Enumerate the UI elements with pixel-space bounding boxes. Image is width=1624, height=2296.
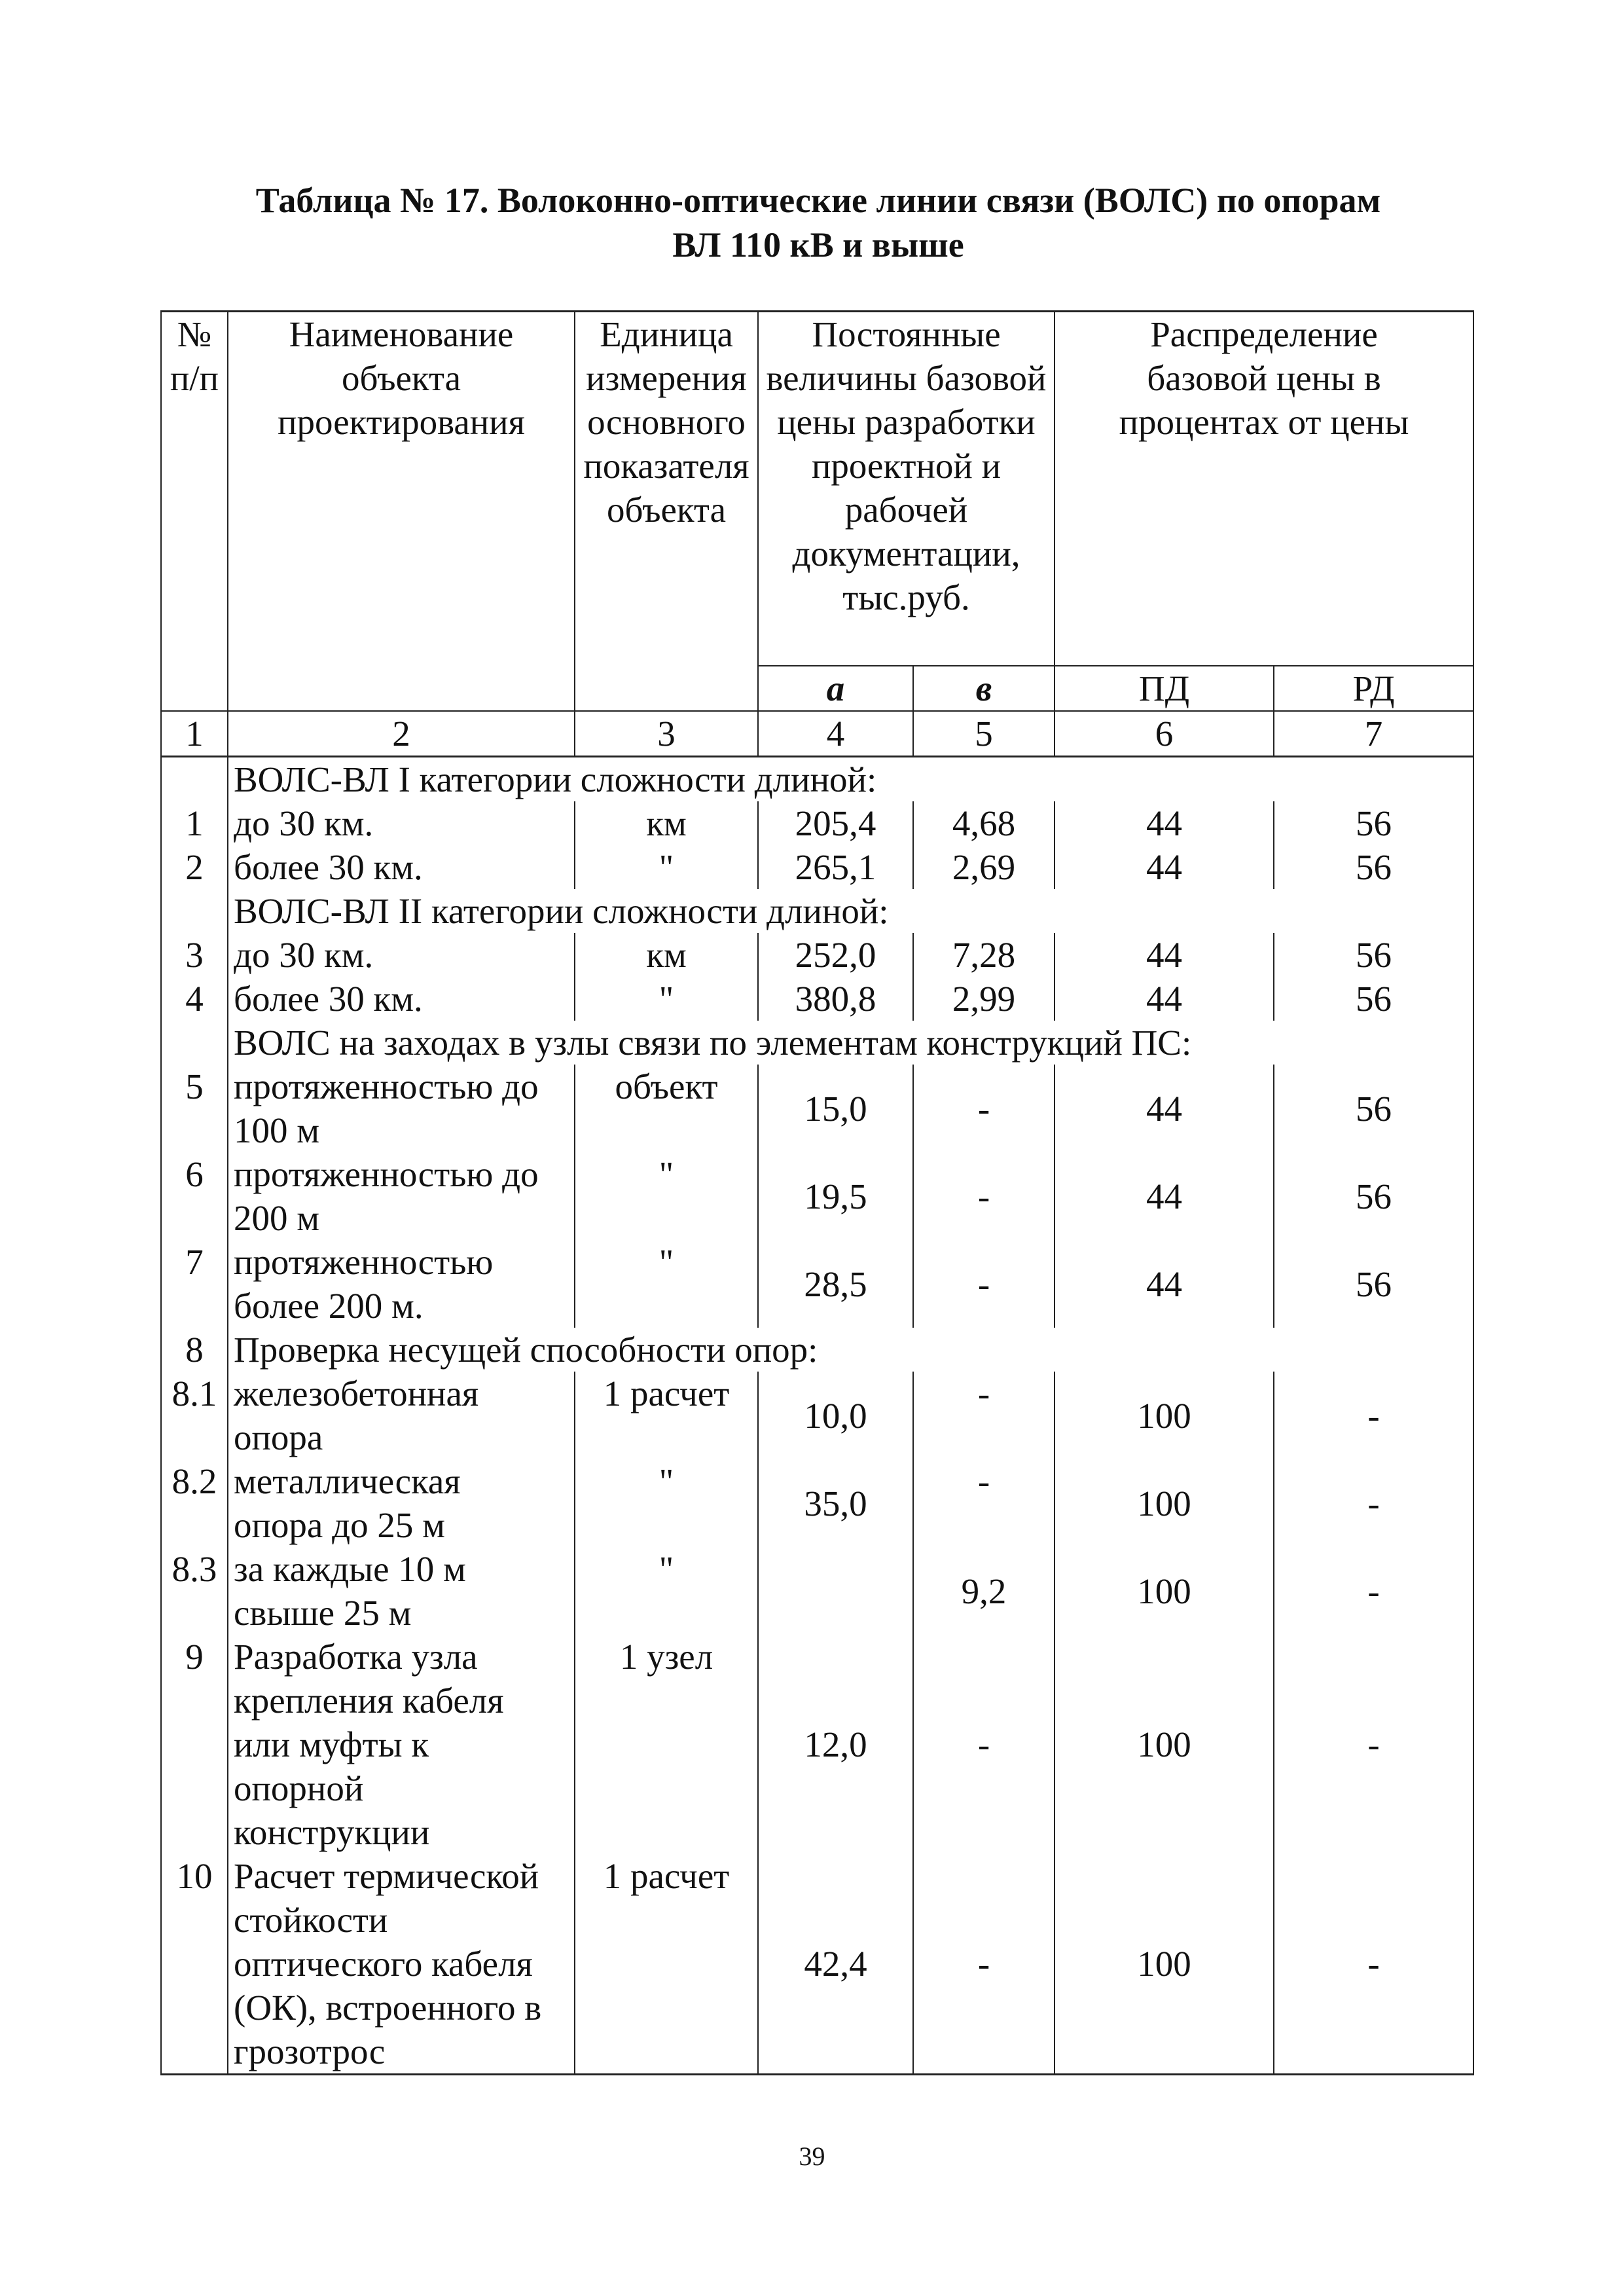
colnum-4: 4 — [758, 711, 913, 757]
column-numbers-row — [161, 711, 1473, 757]
table-row: 8.1 железобетонная опора 1 расчет 10,0 - 100 - — [161, 1372, 1473, 1459]
section-row: 8 Проверка несущей способности опор: — [161, 1328, 1473, 1372]
header-num: № п/п — [161, 312, 228, 666]
section-row — [161, 1021, 1473, 1065]
header-name: Наименование объекта проектирования — [228, 312, 575, 666]
colnum-1: 1 — [161, 711, 228, 757]
table-row: 4 более 30 км. " 380,8 2,99 44 56 — [161, 977, 1473, 1021]
table-row: 2 более 30 км. " 265,1 2,69 44 56 — [161, 845, 1473, 889]
title-line-2: ВЛ 110 кВ и выше — [672, 225, 964, 264]
subheader-rd: РД — [1274, 666, 1473, 711]
table-row: 1 до 30 км. км 205,4 4,68 44 56 — [161, 801, 1473, 845]
volс-price-table — [160, 310, 1474, 2075]
table-row: 5 протяженностью до 100 м объект 15,0 - 44 56 — [161, 1065, 1473, 1152]
subheader-row — [161, 666, 1473, 711]
table-row: 3 до 30 км. км 252,0 7,28 44 56 — [161, 933, 1473, 977]
section-title: ВОЛС на заходах в узлы связи по элементам конструкций ПС: — [228, 1021, 1473, 1065]
section-row — [161, 889, 1473, 933]
section-title: ВОЛС-ВЛ II категории сложности длиной: — [228, 889, 1473, 933]
header-row — [161, 312, 1473, 666]
table-row: 10 Расчет термической стойкости оптического кабеля (ОК), встроенного в грозотрос 1 расчет 42,4 - 100 - — [161, 1854, 1473, 2075]
section-row — [161, 757, 1473, 802]
table-title — [131, 178, 1506, 267]
page-number: 39 — [799, 2141, 825, 2171]
subheader-a: а — [758, 666, 913, 711]
section-title: Проверка несущей способности опор: — [228, 1328, 1473, 1372]
table-row: 8.2 металлическая опора до 25 м " 35,0 - 100 - — [161, 1459, 1473, 1547]
subheader-pd: ПД — [1055, 666, 1274, 711]
colnum-7: 7 — [1274, 711, 1473, 757]
header-base-price: Постоянные величины базовой цены разработки проектной и рабочей документации, тыс.руб. — [758, 312, 1055, 666]
table-row: 7 протяженностью более 200 м. " 28,5 - 44 56 — [161, 1240, 1473, 1328]
table-row: 9 Разработка узла крепления кабеля или муфты к опорной конструкции 1 узел 12,0 - 100 - — [161, 1635, 1473, 1854]
colnum-3: 3 — [575, 711, 758, 757]
header-distribution: Распределение базовой цены в процентах от цены — [1055, 312, 1473, 666]
header-unit: Единица измерения основного показателя объекта — [575, 312, 758, 666]
title-line-1: Таблица № 17. Волоконно-оптические линии связи (ВОЛС) по опорам — [255, 181, 1381, 220]
subheader-b: в — [913, 666, 1055, 711]
colnum-2: 2 — [228, 711, 575, 757]
section-title: ВОЛС-ВЛ I категории сложности длиной: — [228, 757, 1473, 802]
table-row: 8.3 за каждые 10 м свыше 25 м " 9,2 100 - — [161, 1547, 1473, 1635]
table-row: 6 протяженностью до 200 м " 19,5 - 44 56 — [161, 1152, 1473, 1240]
colnum-6: 6 — [1055, 711, 1274, 757]
colnum-5: 5 — [913, 711, 1055, 757]
